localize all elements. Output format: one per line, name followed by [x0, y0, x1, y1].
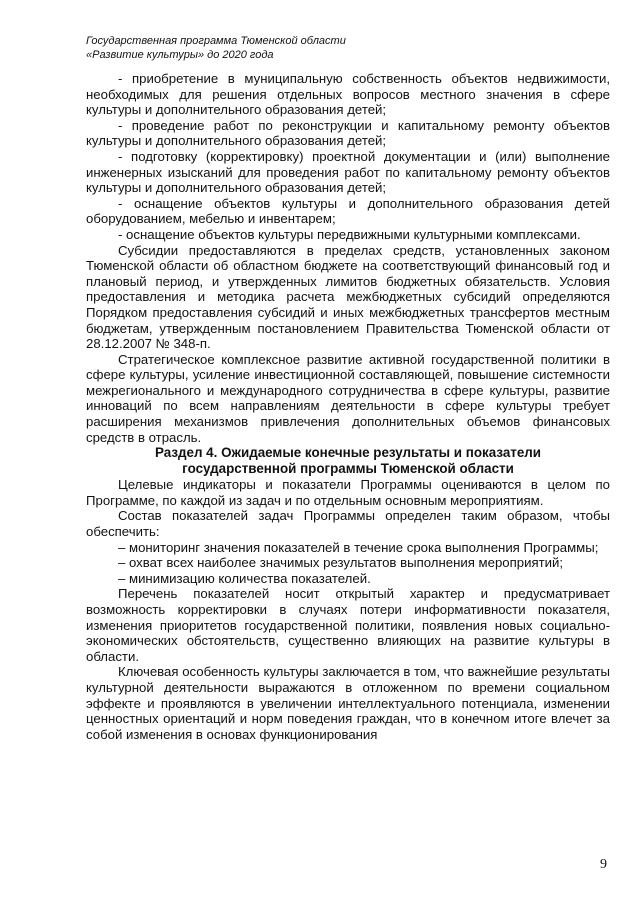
page-number: 9 [600, 857, 607, 872]
paragraph: Ключевая особенность культуры заключается в том, что важнейшие результаты культурной деятельности выражаются в отложенном по времени социальном эффекте и проявляются в увеличении интеллектуального потенциала, изменении ценностных ориентаций и норм поведения граждан, что в конечном итоге влечет за собой изменения в основах функционирования [86, 664, 610, 742]
paragraph: Состав показателей задач Программы определен таким образом, чтобы обеспечить: [86, 508, 610, 540]
section-heading-line-1: Раздел 4. Ожидаемые конечные результаты и показатели [154, 445, 542, 461]
paragraph: - приобретение в муниципальную собственность объектов недвижимости, необходимых для решения отдельных вопросов местного значения в сфере культуры и дополнительного образования детей; [86, 71, 610, 118]
section-heading-line-2: государственной программы Тюменской области [182, 461, 514, 477]
paragraph: Стратегическое комплексное развитие активной государственной политики в сфере культуры, усиление инвестиционной составляющей, повышение системности межрегионального и международного сотрудничества в сфере культуры, развитие инноваций по всем направлениям деятельности в сфере культуры требует расширения механизмов привлечения дополнительных объемов финансовых средств в отрасль. [86, 351, 610, 445]
paragraph: - проведение работ по реконструкции и капитальному ремонту объектов культуры и дополнительного образования детей; [86, 117, 610, 149]
section-heading [86, 445, 610, 477]
paragraph: Субсидии предоставляются в пределах средств, установленных законом Тюменской области об областном бюджете на соответствующий финансовый год и плановый период, и утвержденных лимитов бюджетных обязательств. Условия предоставления и методика расчета межбюджетных субсидий определяются Порядком предоставления субсидий и иных межбюджетных трансфертов местным бюджетам, утвержденным постановлением Правительства Тюменской области от 28.12.2007 № 348-п. [86, 242, 610, 352]
paragraph: – минимизацию количества показателей. [118, 570, 371, 586]
paragraph: – мониторинг значения показателей в течение срока выполнения Программы; [118, 539, 599, 555]
paragraph: Перечень показателей носит открытый характер и предусматривает возможность корректировки в случаях потери информативности показателя, изменения приоритетов государственной политики, появления новых социально-экономических обстоятельств, существенно влияющих на развитие культуры в области. [86, 586, 610, 664]
paragraph: - подготовку (корректировку) проектной документации и (или) выполнение инженерных изысканий для проведения работ по капитальному ремонту объектов культуры и дополнительного образования детей; [86, 148, 610, 196]
body-text [86, 71, 610, 742]
paragraph: - оснащение объектов культуры передвижными культурными комплексами. [118, 226, 581, 242]
paragraph: - оснащение объектов культуры и дополнительного образования детей оборудованием, мебелью и инвентарем; [86, 195, 610, 227]
header-line-1: Государственная программа Тюменской области [86, 35, 346, 47]
header-line-2: «Развитие культуры» до 2020 года [86, 49, 274, 61]
paragraph: Целевые индикаторы и показатели Программы оцениваются в целом по Программе, по каждой из задач и по отдельным основным мероприятиям. [86, 477, 610, 508]
paragraph: – охват всех наиболее значимых результатов выполнения мероприятий; [118, 555, 564, 571]
running-header [86, 34, 346, 62]
